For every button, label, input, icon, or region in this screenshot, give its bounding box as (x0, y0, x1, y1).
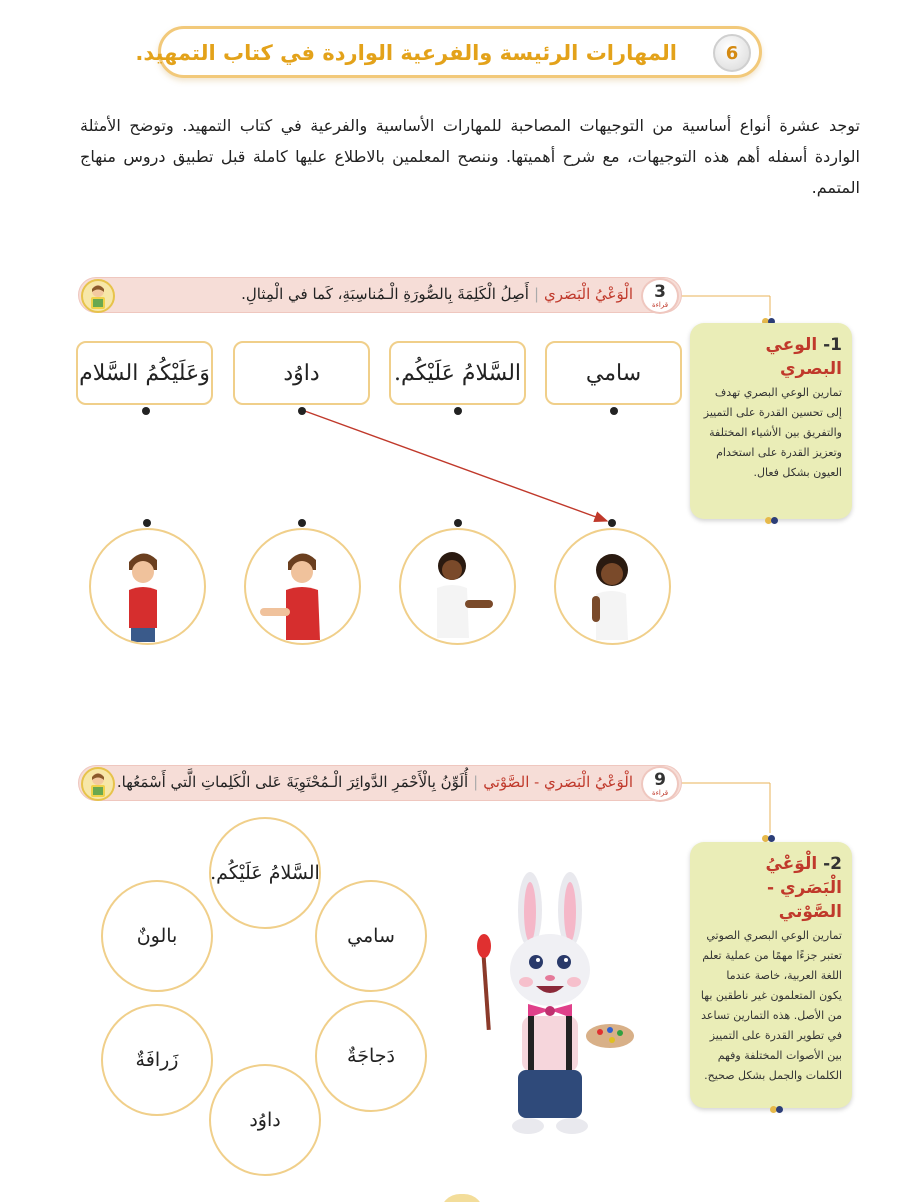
exercise-1-category: الْوَعْيُ الْبَصَري (544, 285, 633, 303)
note-1-title: الوعي البصري (765, 335, 842, 379)
word-circle-sami[interactable]: سامي (315, 880, 427, 992)
exercise-1-instruction-text: أَصِلُ الْكَلِمَةَ بِالصُّورَةِ الْـمُناسِبَةِ، كَما في الْمِثالِ. (241, 285, 529, 303)
word-box-dawood[interactable]: داوُد (233, 341, 370, 405)
picture-boy-red-handshake[interactable] (244, 528, 361, 645)
word-circle-greeting[interactable]: السَّلامُ عَلَيْكُم. (209, 817, 321, 929)
note-1-body: تمارين الوعي البصري تهدف إلى تحسين القدرة على التمييز والتفريق بين الأشياء المختلفة وتعزيز القدرة على استخدام العيون بشكل فعال. (703, 386, 842, 479)
example-match-arrow (302, 410, 607, 521)
exercise-2-instruction-text: أُلَوِّنُ بِالْأَحْمَرِ الدَّوائِرَ الْـمُحْتَوِيَةَ عَلى الْكَلِماتِ الَّتي أَسْمَعُها. (116, 773, 469, 791)
word-dot-1[interactable] (610, 407, 618, 415)
word-box-sami[interactable]: سامي (545, 341, 682, 405)
exercise-2-instruction: الْوَعْيُ الْبَصَري - الصَّوْتي|أُلَوِّنُ بِالْأَحْمَرِ الدَّوائِرَ الْـمُحْتَوِيَةَ عَلى الْكَلِماتِ الَّتي أَسْمَعُها. (116, 773, 633, 791)
exercise-2-category: الْوَعْيُ الْبَصَري - الصَّوْتي (483, 773, 633, 791)
exercise-1-number: 3 قراءة (641, 278, 679, 314)
note-1-number: 1- (823, 335, 842, 355)
word-circle-giraffe[interactable]: زَرافَةٌ (101, 1004, 213, 1116)
note-2-body: تمارين الوعي البصري الصوتي تعتبر جزءًا مهمًا من عملية تعلم اللغة العربية، خاصة عندما يكون المتعلمون غير ناطقين بها من الأصل. هذه التمارين تساعد في تطوير القدرة على التمييز بين الأصوات المختلفة وفهم الكلمات والجمل بشكل صحيح. (700, 929, 842, 1082)
bunny-painter-illustration (470, 870, 635, 1140)
word-dot-2[interactable] (454, 407, 462, 415)
word-circle-dawood[interactable]: داوُد (209, 1064, 321, 1176)
section-title: المهارات الرئيسة والفرعية الواردة في كتاب التمهيد. (135, 41, 677, 65)
picture-boy-waving[interactable] (554, 528, 671, 645)
picture-dot-4[interactable] (143, 519, 151, 527)
section-number-badge: 6 (713, 34, 751, 72)
picture-dot-2[interactable] (454, 519, 462, 527)
note-visual-auditory-awareness (690, 842, 852, 1108)
picture-boy-handshake[interactable] (399, 528, 516, 645)
student-reading-icon (81, 279, 115, 313)
exercise-1-bar (78, 277, 682, 313)
word-dot-4[interactable] (142, 407, 150, 415)
note-visual-awareness (690, 323, 852, 519)
exercise-2-bar (78, 765, 682, 801)
note-2-bottom-dots (770, 1106, 786, 1114)
exercise-1-instruction: الْوَعْيُ الْبَصَري|أَصِلُ الْكَلِمَةَ بِالصُّورَةِ الْـمُناسِبَةِ، كَما في الْمِثالِ. (241, 285, 633, 303)
student-reading-icon (81, 767, 115, 801)
exercise-2-number: 9 قراءة (641, 766, 679, 802)
word-box-greeting[interactable]: السَّلامُ عَلَيْكُم. (389, 341, 526, 405)
word-dot-3[interactable] (298, 407, 306, 415)
word-circle-balloon[interactable]: بالونٌ (101, 880, 213, 992)
note-1-bottom-dots (765, 517, 781, 525)
intro-paragraph: توجد عشرة أنواع أساسية من التوجيهات المصاحبة للمهارات الأساسية والفرعية في كتاب التمهيد. وتوضح الأمثلة الواردة أسفله أهم هذه التوجيهات، مع شرح أهميتها. وننصح المعلمين بالاطلاع عليها كاملة قبل تطبيق دروس منهاج المتمم. (80, 116, 860, 197)
picture-boy-red-standing[interactable] (89, 528, 206, 645)
note-2-number: 2- (823, 854, 842, 874)
word-box-reply-greeting[interactable]: وَعَلَيْكُمُ السَّلام (76, 341, 213, 405)
picture-dot-1[interactable] (608, 519, 616, 527)
word-circle-chicken[interactable]: دَجاجَةٌ (315, 1000, 427, 1112)
note-2-title: الْوَعْيُ الْبَصَري - الصَّوْتي (765, 854, 842, 922)
picture-dot-3[interactable] (298, 519, 306, 527)
